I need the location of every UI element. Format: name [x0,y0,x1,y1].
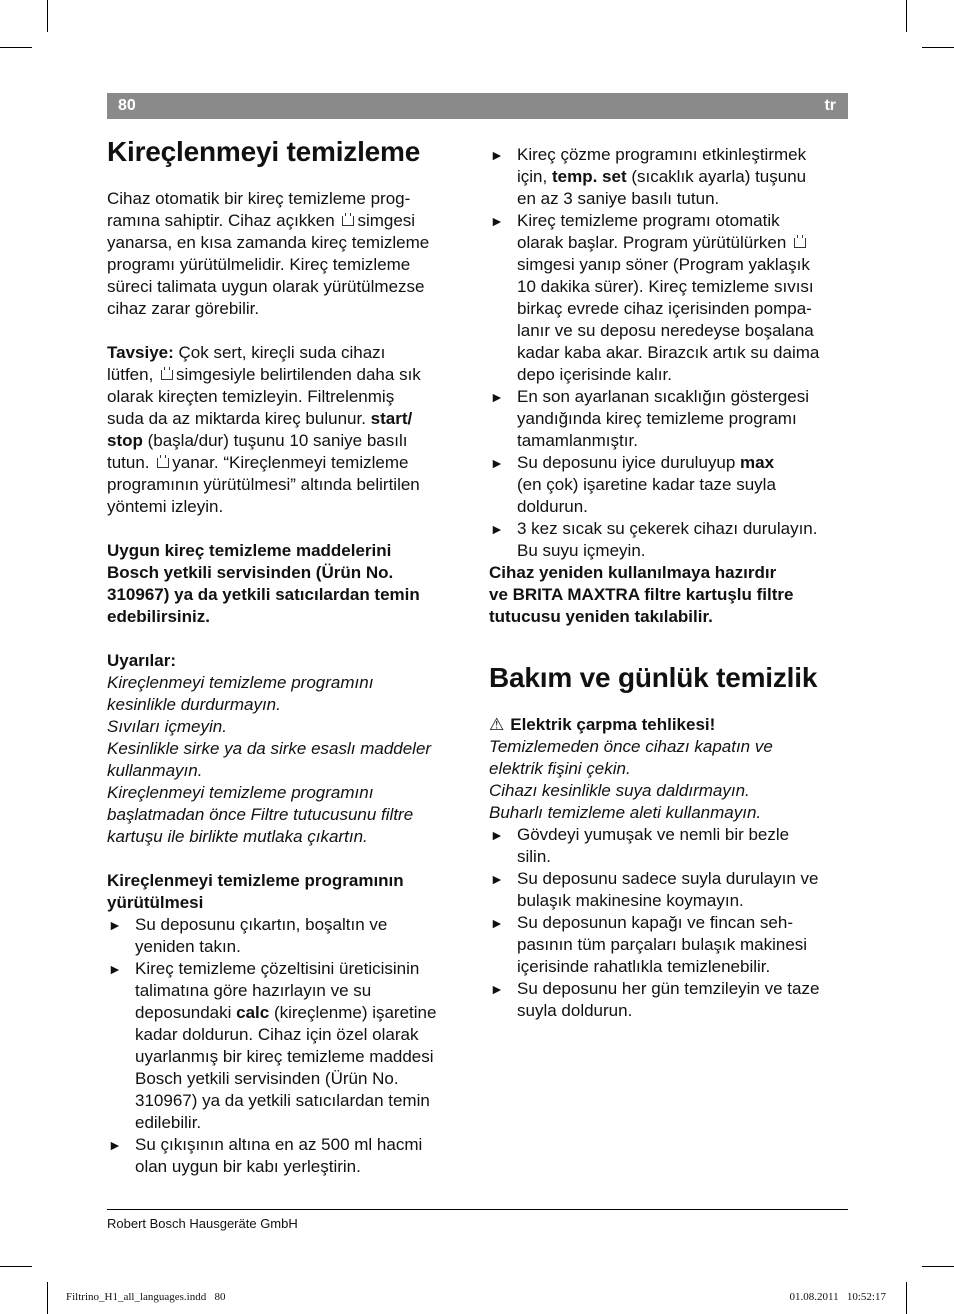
text-line: Sıvıları içmeyin. [107,717,227,736]
text-line: kadar doldurun. Cihaz için özel olarak [135,1025,419,1044]
max-mark-label: max [740,453,775,472]
procedure-heading: Kireçlenmeyi temizleme programının [107,871,404,890]
text-line: programı yürütülmelidir. Kireç temizleme [107,255,411,274]
text-line: yeniden takın. [135,937,241,956]
text-line: 310967) ya da yetkili satıcılardan temin [135,1091,430,1110]
text-line: depo içerisinde kalır. [517,365,672,384]
text-span: olarak başlar. Program yürütülürken [517,233,787,252]
text-span: için, [517,167,552,186]
temp-set-key: temp. set [551,167,627,186]
crop-mark [906,1282,907,1314]
text-line: Bu suyu içmeyin. [517,541,646,560]
list-item [489,912,851,978]
ready-note [489,562,851,628]
text-span: (kireçlenme) işaretine [269,1003,437,1022]
text-span: ramına sahiptir. Cihaz açıkken [107,211,335,230]
text-span: yanar. “Kireçlenmeyi temizleme [172,453,409,472]
care-steps [489,824,851,1022]
text-line: bulaşık makinesine koymayın. [517,891,744,910]
print-slug-date: 01.08.2011 10:52:17 [789,1291,886,1303]
procedure-block [107,870,472,1178]
text-line [517,452,851,474]
text-line: süreci talimata uygun olarak yürütülmezse [107,277,425,296]
text-line: talimatına göre hazırlayın ve su [135,981,372,1000]
text-line: silin. [517,847,552,866]
black-right-pointer-icon: ► [490,455,504,471]
crop-mark [922,47,954,48]
text-line: Uygun kireç temizleme maddelerini [107,541,392,560]
procedure-steps-continued [489,144,851,562]
text-line: Kireç çözme programını etkinleştirmek [517,145,807,164]
list-item [489,452,851,518]
start-stop-key: stop [107,431,143,450]
text-line: Su deposunu çıkartın, boşaltın ve [135,915,388,934]
text-line: Su çıkışının altına en az 500 ml hacmi [135,1135,423,1154]
black-right-pointer-icon: ► [490,389,504,405]
text-span: simgesiyle belirtilenden daha sık [176,365,421,384]
warnings-heading: Uyarılar: [107,651,176,670]
text-line: elektrik fişini çekin. [489,759,631,778]
descale-symbol-icon [161,370,173,380]
text-line: Su deposunun kapağı ve fincan seh- [517,913,793,932]
text-line: Bosch yetkili servisinden (Ürün No. [135,1069,399,1088]
text-line: yöntemi izleyin. [107,497,224,516]
footer-divider [107,1209,848,1210]
text-line: Cihaz otomatik bir kireç temizleme prog- [107,189,411,208]
shock-warning [489,714,851,824]
text-line: olarak kireçten temizleyin. Filtrelenmiş [107,387,395,406]
descale-symbol-icon [342,216,354,226]
text-line: kesinlikle durdurmayın. [107,695,281,714]
list-item [489,518,851,562]
procedure-steps [107,914,472,1178]
text-line: olan uygun bir kabı yerleştirin. [135,1157,361,1176]
text-line [135,1002,472,1024]
list-item [107,958,472,1134]
text-line: tamamlanmıştır. [517,431,638,450]
text-line: kadar kaba akar. Birazcık artık su daima [517,343,820,362]
black-right-pointer-icon: ► [108,917,122,933]
crop-mark [0,1266,32,1267]
text-line: Su deposunu sadece suyla durulayın ve [517,869,819,888]
text-line: en az 3 saniye basılı tutun. [517,189,720,208]
black-right-pointer-icon: ► [490,147,504,163]
text-line: edebilirsiniz. [107,607,210,626]
text-span: (başla/dur) tuşunu 10 saniye basılı [142,431,408,450]
list-item [489,210,851,386]
text-line: edilebilir. [135,1113,202,1132]
text-line: Su deposunu her gün temzileyin ve taze [517,979,820,998]
text-span: suda da az miktarda kireç bulunur. [107,409,371,428]
shock-heading-line [489,714,851,736]
text-line: Buharlı temizleme aleti kullanmayın. [489,803,762,822]
section-title-care: Bakım ve günlük temizlik [489,662,818,693]
start-stop-key: start/ [370,409,413,428]
black-right-pointer-icon: ► [490,871,504,887]
tip-label: Tavsiye: [107,343,174,362]
text-line: Kireç temizleme programı otomatik [517,211,780,230]
page-number: 80 [118,97,136,114]
text-line: Temizlemeden önce cihazı kapatın ve [489,737,773,756]
text-line: doldurun. [517,497,588,516]
text-line: 310967) ya da yetkili satıcılardan temin [107,585,420,604]
text-line: uyarlanmış bir kireç temizleme maddesi [135,1047,434,1066]
text-span: simgesi [357,211,416,230]
text-line: lanır ve su deposu neredeyse boşalana [517,321,814,340]
list-item [489,386,851,452]
text-line: 10 dakika sürer). Kireç temizleme sıvısı [517,277,814,296]
text-span: Çok sert, kireçli suda cihazı [173,343,386,362]
section-title-descaling: Kireçlenmeyi temizleme [107,136,421,167]
shock-heading: Elektrik çarpma tehlikesi! [510,715,716,734]
right-column [489,144,851,1022]
black-right-pointer-icon: ► [490,981,504,997]
black-right-pointer-icon: ► [490,521,504,537]
list-item [107,1134,472,1178]
text-line: pasının tüm parçaları bulaşık makinesi [517,935,808,954]
text-line: programının yürütülmesi” altında belirtilen [107,475,420,494]
text-line: Kireç temizleme çözeltisini üreticisinin [135,959,420,978]
footer-company: Robert Bosch Hausgeräte GmbH [107,1216,298,1231]
text-line [107,408,472,430]
text-line [107,342,472,364]
list-item [489,144,851,210]
text-line [107,364,472,386]
bosch-note [107,540,472,628]
language-code: tr [824,97,836,114]
text-line: Cihazı kesinlikle suya daldırmayın. [489,781,750,800]
black-right-pointer-icon: ► [490,915,504,931]
crop-mark [47,1282,48,1314]
text-line: Kireçlenmeyi temizleme programını [107,783,374,802]
text-line: Kireçlenmeyi temizleme programını [107,673,374,692]
crop-mark [906,0,907,32]
text-line: suyla doldurun. [517,1001,633,1020]
text-line: En son ayarlanan sıcaklığın göstergesi [517,387,810,406]
list-item [489,824,851,868]
text-span: Su deposunu iyice duruluyup [517,453,741,472]
text-line [517,232,851,254]
black-right-pointer-icon: ► [108,1137,122,1153]
calc-mark-label: calc [236,1003,270,1022]
text-line [517,166,851,188]
crop-mark [47,0,48,32]
text-line: içerisinde rahatlıkla temizlenebilir. [517,957,771,976]
black-right-pointer-icon: ► [490,827,504,843]
descale-symbol-icon [794,238,806,248]
black-right-pointer-icon: ► [108,961,122,977]
list-item [107,914,472,958]
list-item [489,978,851,1022]
text-line: yanarsa, en kısa zamanda kireç temizleme [107,233,430,252]
text-line: (en çok) işaretine kadar taze suyla [517,475,776,494]
text-line: tutucusu yeniden takılabilir. [489,607,713,626]
text-line: Kesinlikle sirke ya da sirke esaslı maddeler [107,739,432,758]
text-line [107,210,472,232]
text-line [107,452,472,474]
text-line: kartuşu ile birlikte mutlaka çıkartın. [107,827,368,846]
intro-paragraph [107,188,472,320]
text-line: kullanmayın. [107,761,203,780]
text-span: deposundaki [135,1003,237,1022]
text-line: Gövdeyi yumuşak ve nemli bir bezle [517,825,790,844]
text-line: Cihaz yeniden kullanılmaya hazırdır [489,563,777,582]
warnings-block [107,650,472,848]
tip-paragraph [107,342,472,518]
text-line: 3 kez sıcak su çekerek cihazı durulayın. [517,519,818,538]
text-span: tutun. [107,453,150,472]
text-line: ve BRITA MAXTRA filtre kartuşlu filtre [489,585,794,604]
list-item [489,868,851,912]
text-line: birkaç evrede cihaz içerisinden pompa- [517,299,812,318]
text-line: başlatmadan önce Filtre tutucusunu filtre [107,805,414,824]
text-span: (sıcaklık ayarla) tuşunu [626,167,807,186]
text-line: yandığında kireç temizleme programı [517,409,797,428]
procedure-heading: yürütülmesi [107,893,204,912]
crop-mark [0,47,32,48]
text-line: Bosch yetkili servisinden (Ürün No. [107,563,394,582]
left-column [107,136,472,1178]
text-line [107,430,472,452]
print-slug-file: Filtrino_H1_all_languages.indd 80 [66,1291,226,1303]
crop-mark [922,1266,954,1267]
text-line: cihaz zarar görebilir. [107,299,260,318]
black-right-pointer-icon: ► [490,213,504,229]
descale-symbol-icon [157,458,169,468]
warning-triangle-icon: ⚠ [489,715,505,734]
page-header-bar [107,93,848,119]
text-span: lütfen, [107,365,154,384]
text-line: simgesi yanıp söner (Program yaklaşık [517,255,810,274]
